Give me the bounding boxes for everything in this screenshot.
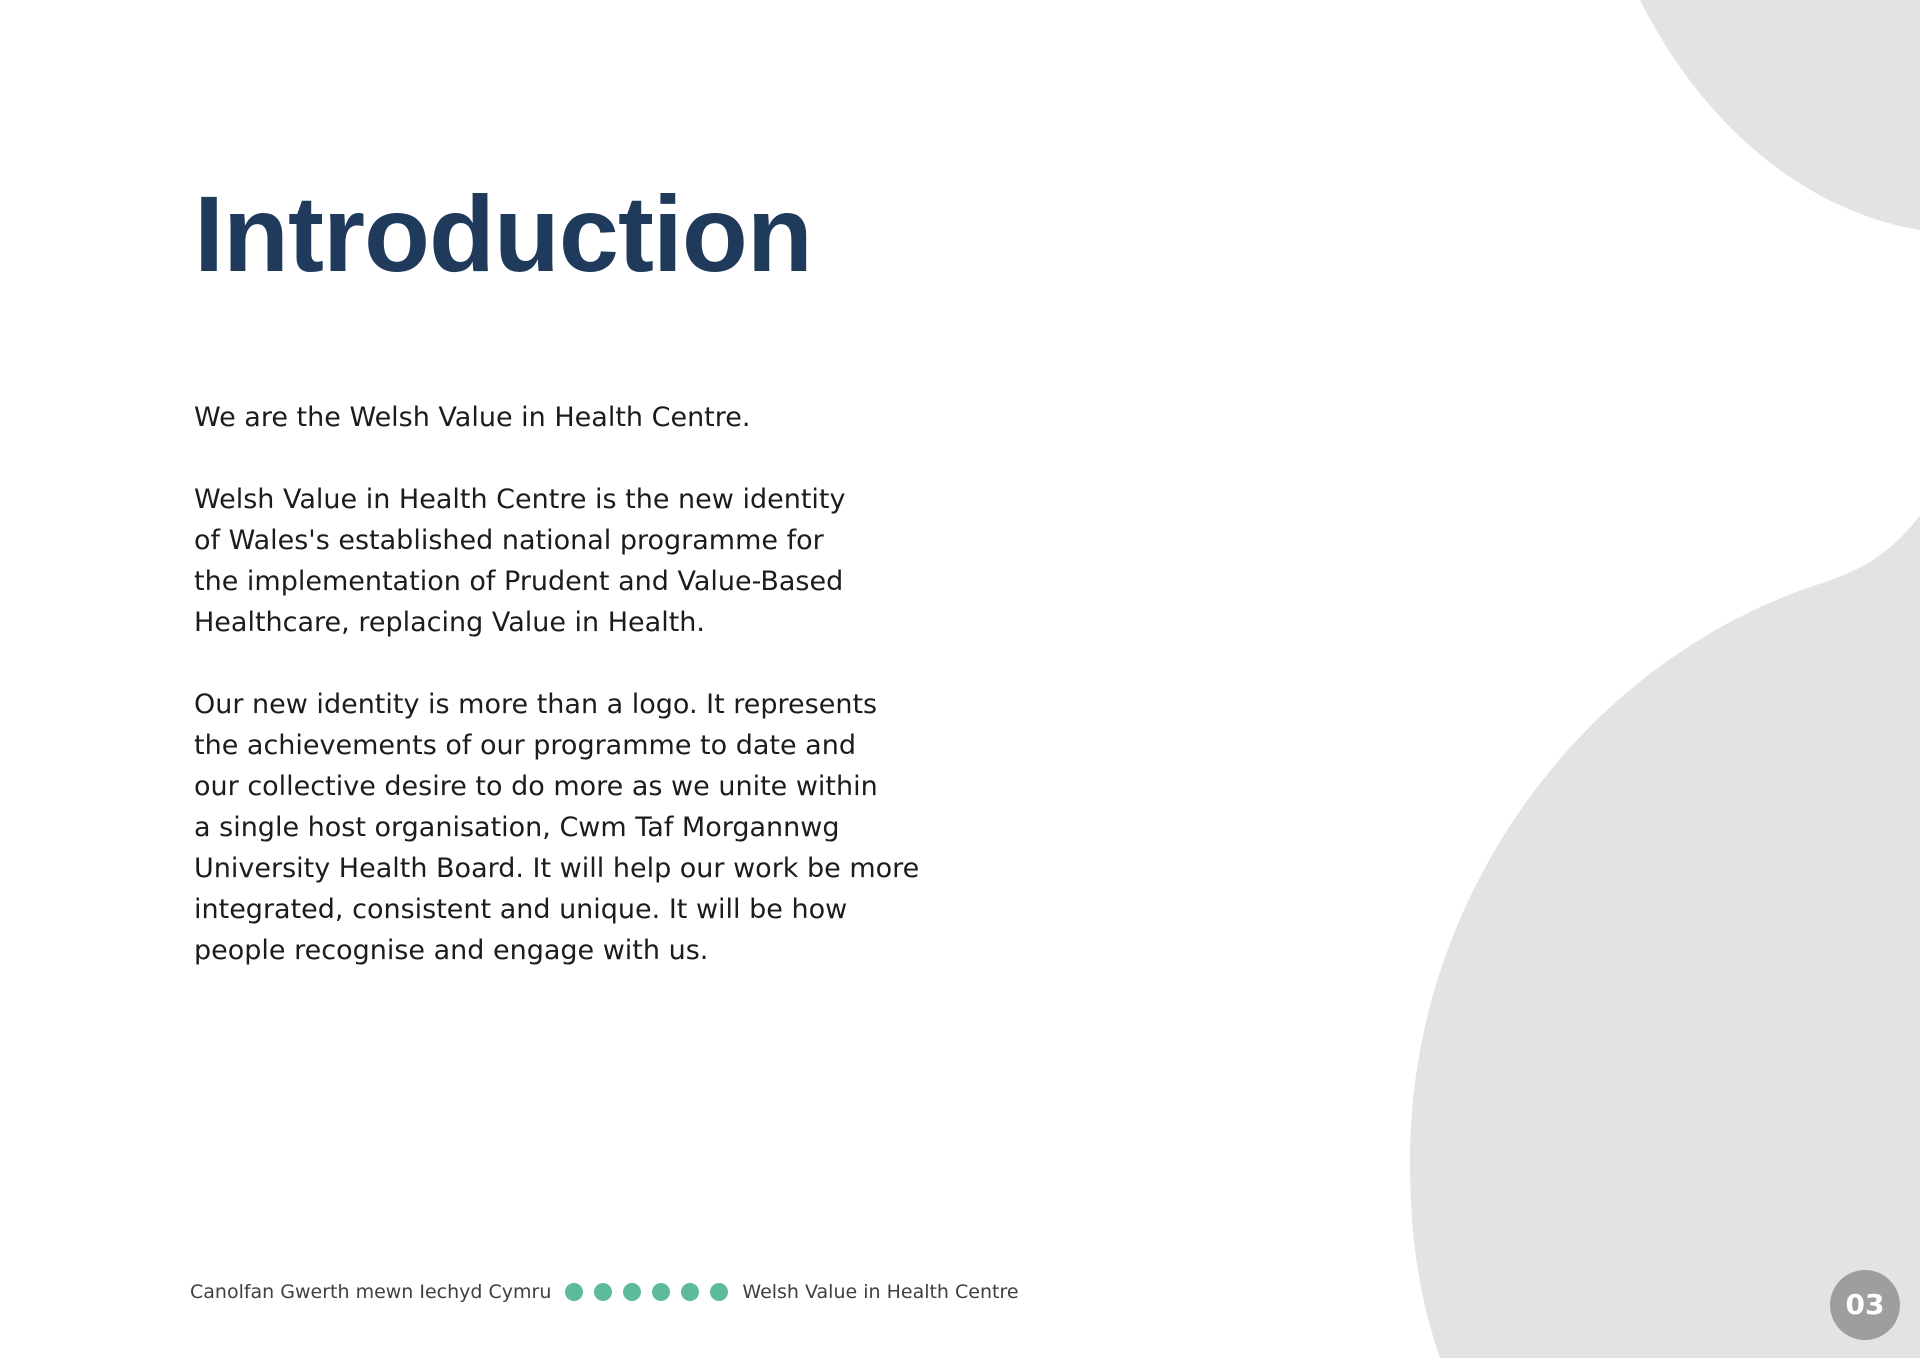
- footer-dot: [565, 1283, 583, 1301]
- page-title: Introduction: [194, 173, 812, 294]
- footer-dot: [623, 1283, 641, 1301]
- footer-dot: [710, 1283, 728, 1301]
- bottom-right-shape: [1410, 515, 1920, 1358]
- body-text: [194, 397, 954, 1012]
- footer-dot: [681, 1283, 699, 1301]
- footer-english-name: Welsh Value in Health Centre: [742, 1281, 1019, 1303]
- footer-welsh-name: Canolfan Gwerth mewn Iechyd Cymru: [190, 1281, 552, 1303]
- page-number-badge: 03: [1830, 1270, 1900, 1340]
- top-right-shape: [1640, 0, 1920, 230]
- footer-dot: [594, 1283, 612, 1301]
- footer-dots: [565, 1283, 728, 1301]
- intro-paragraph: We are the Welsh Value in Health Centre.: [194, 402, 751, 433]
- identity-paragraph: Welsh Value in Health Centre is the new identity of Wales's established national programme for the implementation of Prudent and Value-Based Healthcare, replacing Value in Health.: [194, 484, 846, 638]
- footer: [190, 1276, 1019, 1308]
- footer-dot: [652, 1283, 670, 1301]
- logo-paragraph: Our new identity is more than a logo. It represents the achievements of our programme to date and our collective desire to do more as we unite within a single host organisation, Cwm Taf Morgannwg University Health Board. It will help our work be more integrated, consistent and unique. It will be how people recognise and engage with us.: [194, 689, 920, 966]
